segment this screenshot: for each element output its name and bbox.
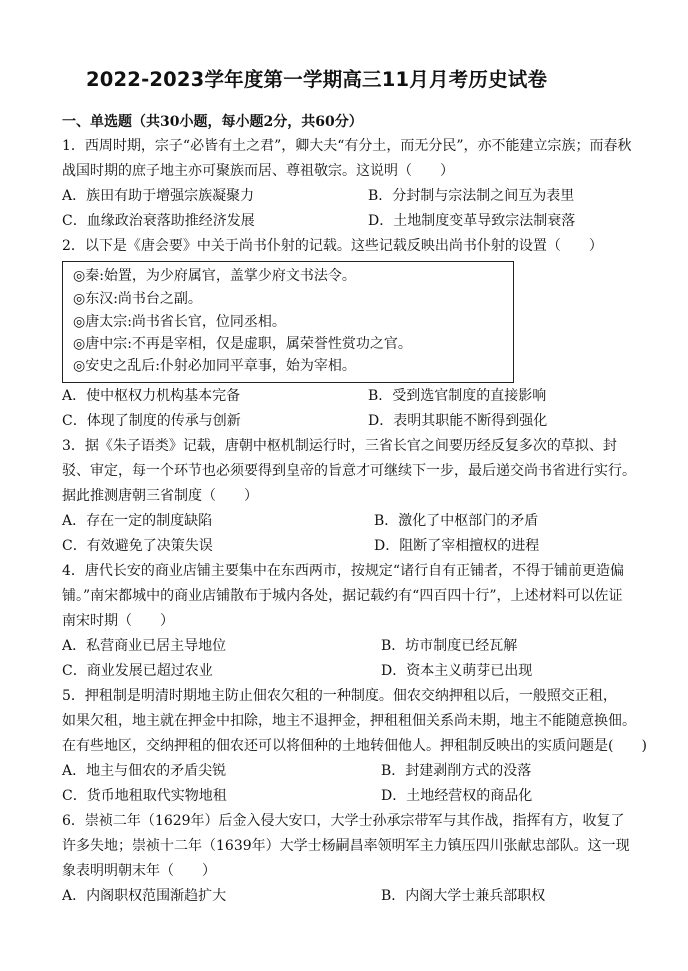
- question-3-option-a: A．存在一定的制度缺陷: [62, 513, 213, 529]
- question-2-option-c: C．体现了制度的传承与创新: [62, 413, 241, 429]
- question-5-option-a: A．地主与佃农的矛盾尖锐: [62, 763, 227, 779]
- question-3-option-b: B．激化了中枢部门的矛盾: [374, 513, 539, 529]
- question-4-option-a: A．私营商业已居主导地位: [62, 638, 227, 654]
- question-2-option-a: A．使中枢权力机构基本完备: [62, 388, 241, 404]
- question-4-stem-line-3: 南宋时期（ ）: [62, 613, 174, 629]
- question-1-option-b: B．分封制与宗法制之间互为表里: [368, 188, 575, 204]
- exam-title: 2022-2023学年度第一学期高三11月月考历史试卷: [86, 68, 548, 91]
- question-3-stem-line-2: 驳、审定，每一个环节也必须要得到皇帝的旨意才可继续下一步，最后递交尚书省进行实行。: [62, 463, 636, 479]
- question-4-option-c: C．商业发展已超过农业: [62, 663, 213, 679]
- question-2-stem-line-1: 2．以下是《唐会要》中关于尚书仆射的记载。这些记载反映出尚书仆射的设置（ ）: [62, 238, 603, 254]
- question-2-option-d: D．表明其职能不断得到强化: [368, 413, 548, 429]
- question-4-option-b: B．坊市制度已经瓦解: [381, 638, 518, 654]
- question-6-option-a: A．内阁职权范围渐趋扩大: [62, 888, 227, 904]
- question-5-option-c: C．货币地租取代实物地租: [62, 788, 227, 804]
- question-3-option-d: D．阻断了宰相擅权的进程: [374, 538, 540, 554]
- question-1-option-d: D．土地制度变革导致宗法制衰落: [368, 213, 576, 229]
- source-line-qin: ◎秦:始置，为少府属官，盖掌少府文书法令。: [73, 268, 356, 284]
- question-6-stem-line-2: 许多失地；崇祯十二年（1639年）大学士杨嗣昌率领明军主力镇压四川张献忠部队。这一现: [62, 838, 630, 854]
- question-4-stem-line-1: 4．唐代长安的商业店铺主要集中在东西两市，按规定“诸行自有正铺者，不得于铺前更造偏: [62, 563, 625, 579]
- question-6-stem-line-1: 6．崇祯二年（1629年）后金入侵大安口，大学士孙承宗带军与其作战，指挥有方，收复了: [62, 813, 625, 829]
- question-6-stem-line-3: 象表明明朝末年（ ）: [62, 863, 216, 879]
- question-6-option-b: B．内阁大学士兼兵部职权: [381, 888, 546, 904]
- source-line-donghan: ◎东汉:尚书台之副。: [73, 291, 202, 307]
- question-3-stem-line-3: 据此推测唐朝三省制度（ ）: [62, 488, 258, 504]
- source-line-tang-zhongzong: ◎唐中宗:不再是宰相，仅是虚职，属荣誉性赏功之官。: [73, 336, 412, 352]
- source-line-tang-taizong: ◎唐太宗:尚书省长官，位同丞相。: [73, 314, 286, 330]
- question-5-stem-line-1: 5．押租制是明清时期地主防止佃农欠租的一种制度。佃农交纳押租以后，一般照交正租，: [62, 688, 617, 704]
- question-1-stem-line-2: 战国时期的庶子地主亦可聚族而居、尊祖敬宗。这说明（ ）: [62, 163, 454, 179]
- question-2-option-b: B．受到选官制度的直接影响: [368, 388, 547, 404]
- question-5-stem-line-2: 如果欠租，地主就在押金中扣除，地主不退押金，押租租佃关系尚未期，地主不能随意换佃。: [62, 713, 636, 729]
- section-heading: 一、单选题（共30小题，每小题2分，共60分）: [62, 114, 363, 130]
- source-line-anshi: ◎安史之乱后:仆射必加同平章事，始为宰相。: [73, 358, 356, 374]
- question-5-option-b: B．封建剥削方式的没落: [381, 763, 532, 779]
- question-1-option-c: C．血缘政治衰落助推经济发展: [62, 213, 255, 229]
- question-4-stem-line-2: 铺。”南宋都城中的商业店铺散布于城内各处，据记载约有“四百四十行”，上述材料可以佐证: [62, 588, 623, 604]
- question-4-option-d: D．资本主义萌芽已出现: [381, 663, 533, 679]
- question-3-stem-line-1: 3．据《朱子语类》记载，唐朝中枢机制运行时，三省长官之间要历经反复多次的草拟、封: [62, 438, 617, 454]
- question-5-option-d: D．土地经营权的商品化: [381, 788, 533, 804]
- question-5-stem-line-3: 在有些地区，交纳押租的佃农还可以将佃种的土地转佃他人。押租制反映出的实质问题是( ): [62, 738, 647, 754]
- question-1-option-a: A．族田有助于增强宗族凝聚力: [62, 188, 255, 204]
- question-2-source-box: [62, 261, 514, 383]
- question-3-option-c: C．有效避免了决策失误: [62, 538, 213, 554]
- question-1-stem-line-1: 1．西周时期，宗子“必皆有土之君”，卿大夫“有分土，而无分民”，亦不能建立宗族；而春秋: [62, 138, 632, 154]
